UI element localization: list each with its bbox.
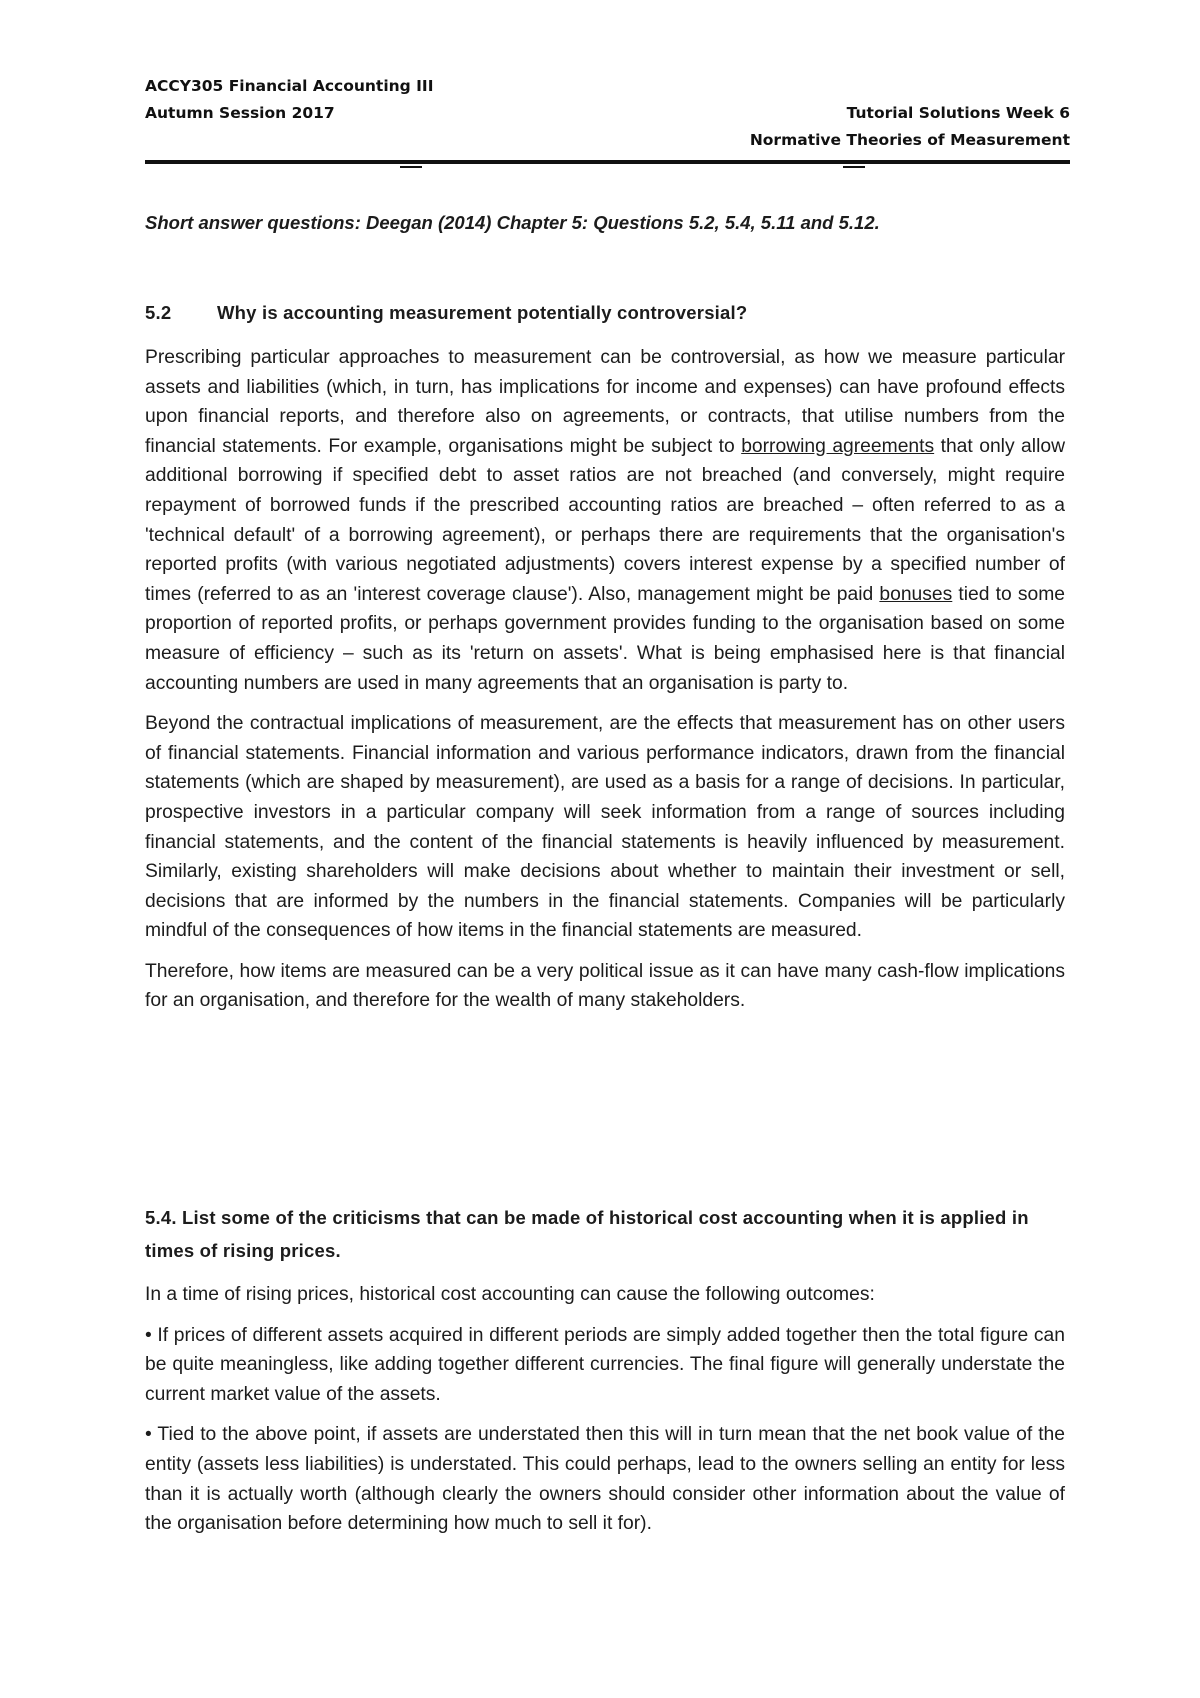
topic-title: Normative Theories of Measurement [749, 131, 1070, 149]
doc-title: Tutorial Solutions Week 6 [846, 104, 1070, 122]
bullet-icon: • [145, 1424, 152, 1446]
course-title: ACCY305 Financial Accounting III [145, 77, 434, 95]
bullet-text: If prices of different assets acquired in different periods are simply added together then the total figure can be quite meaningless, like adding together different currencies. The final figure will generally understate the current market value of the assets. [145, 1324, 1065, 1405]
question-5-2-heading [145, 298, 1065, 328]
bullet-item [145, 1420, 1065, 1538]
text-run: Prescribing particular approaches to measurement can be controversial, as how we measure particular assets and liabilities (which, in turn, has implications for income and expenses) can have profound effects upon financial reports, and therefore also on agreements, or contracts, that utilise numbers from the financial statements. For example, organisations might be subject to [145, 347, 1065, 457]
answer-5-2 [145, 343, 1065, 1016]
bullet-icon: • [145, 1324, 152, 1346]
header-rule-tab [400, 166, 422, 168]
bullet-text: Tied to the above point, if assets are understated then this will in turn mean that the net book value of the entity (assets less liabilities) is understated. This could perhaps, lead to the owners selling an entity for less than it is actually worth (although clearly the owners should consider other information about the value of the organisation before determining how much to sell it for). [145, 1424, 1065, 1535]
answer-lead: In a time of rising prices, historical cost accounting can cause the following outcomes: [145, 1284, 875, 1305]
answer-paragraph: Therefore, how items are measured can be a very political issue as it can have many cash-flow implications for an organisation, and therefore for the wealth of many stakeholders. [145, 960, 1065, 1012]
question-text: Why is accounting measurement potentially controversial? [217, 302, 748, 323]
answer-paragraph: Beyond the contractual implications of measurement, are the effects that measurement has on other users of financial statements. Financial information and various performance indicators, drawn from the financial statements (which are shaped by measurement), are used as a basis for a range of decisions. In particular, prospective investors in a particular company will seek information from a range of sources including financial statements, and the content of the financial statements is heavily influenced by measurement. Similarly, existing shareholders will make decisions about whether to maintain their investment or sell, decisions that are informed by the numbers in the financial statements. Companies will be particularly mindful of the consequences of how items in the financial statements are measured. [145, 713, 1065, 942]
text-run: tied to some proportion of reported profits, or perhaps government provides funding to the organisation based on some measure of efficiency – such as its 'return on assets'. What is being emphasised here is that financial accounting numbers are used in many agreements that an organisation is party to. [145, 583, 1065, 694]
underlined-term: bonuses [879, 583, 953, 605]
header-rule-tab [843, 166, 865, 168]
underlined-term: borrowing agreements [741, 435, 935, 457]
header-row [145, 103, 1070, 123]
answer-paragraph [145, 343, 1065, 698]
question-5-4-heading: 5.4. List some of the criticisms that can be made of historical cost accounting when it is applied in times of rising prices. [145, 1207, 1029, 1261]
header-rule [145, 160, 1070, 164]
question-number: 5.2 [145, 302, 172, 323]
session-label: Autumn Session 2017 [145, 104, 335, 122]
bullet-item [145, 1321, 1065, 1410]
intro-heading: Short answer questions: Deegan (2014) Chapter 5: Questions 5.2, 5.4, 5.11 and 5.12. [145, 212, 880, 233]
text-run: that only allow additional borrowing if specified debt to asset ratios are not breached (and conversely, might require repayment of borrowed funds if the prescribed accounting ratios are breached – often referred to as a 'technical default' of a borrowing agreement), or perhaps there are requirements that the organisation's reported profits (with various negotiated adjustments) covers interest expense by a specified number of times (referred to as an 'interest coverage clause'). Also, management might be paid [145, 435, 1065, 605]
answer-5-4 [145, 1280, 1065, 1539]
